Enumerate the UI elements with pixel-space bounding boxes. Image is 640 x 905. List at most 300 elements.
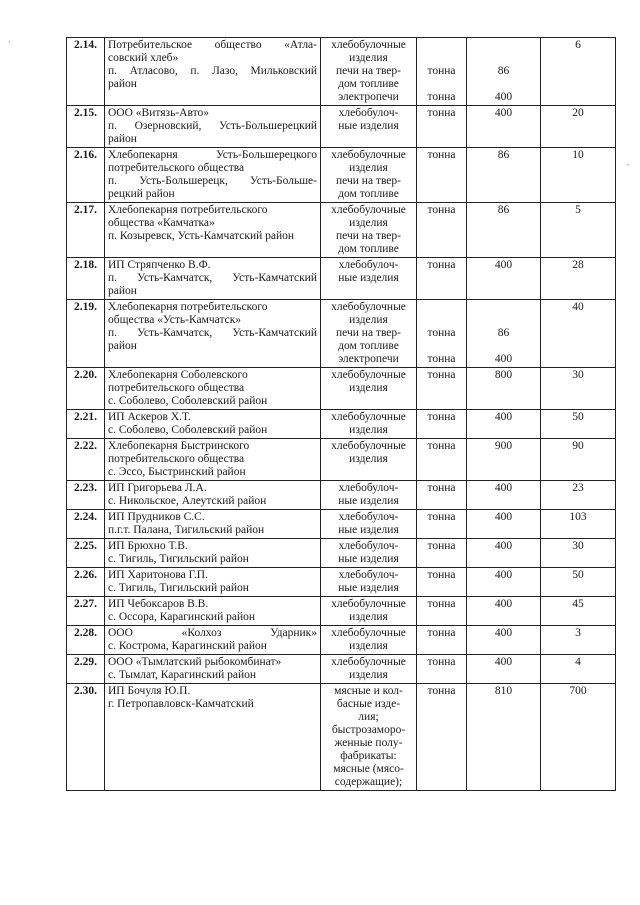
row-number xyxy=(67,368,105,410)
cell-text: ИП Харитонова Г.П. xyxy=(108,569,208,581)
product-cell xyxy=(321,410,417,439)
cell-text: тонна xyxy=(427,91,456,103)
cell-text: ные изделия xyxy=(338,524,399,536)
cell-text: Хлебопекарня потребительского xyxy=(108,204,268,216)
cell-text: ИП Чебоксаров В.В. xyxy=(108,598,209,610)
cell-text: с. Соболево, Соболевский район xyxy=(108,395,268,407)
capacity-cell xyxy=(467,655,541,684)
cell-text: 20 xyxy=(572,107,584,119)
cell-text: электропечи xyxy=(338,91,399,103)
unit-cell xyxy=(417,568,467,597)
product-cell xyxy=(321,510,417,539)
capacity-cell xyxy=(467,684,541,791)
capacity-cell xyxy=(467,410,541,439)
cell-text: изделия xyxy=(349,611,388,623)
cell-text: г. Петропавловск-Камчатский xyxy=(108,698,254,710)
cell-text: 6 xyxy=(575,39,581,51)
cell-text: хлебобулочные xyxy=(331,39,406,51)
cell-text: 90 xyxy=(572,440,584,452)
volume-cell xyxy=(541,510,616,539)
capacity-cell xyxy=(467,148,541,203)
table-row xyxy=(67,510,616,539)
product-cell xyxy=(321,439,417,481)
cell-text: ные изделия xyxy=(338,272,399,284)
cell-text xyxy=(420,301,463,314)
volume-cell xyxy=(541,481,616,510)
cell-text: хлебобулоч- xyxy=(338,511,399,523)
cell-text: хлебобулоч- xyxy=(338,259,399,271)
cell-text: с. Тигиль, Тигильский район xyxy=(108,582,249,594)
table-row xyxy=(67,300,616,368)
capacity-cell xyxy=(467,626,541,655)
row-number xyxy=(67,106,105,148)
capacity-cell xyxy=(467,539,541,568)
cell-text: потребительского общества xyxy=(108,382,245,394)
cell-text: 810 xyxy=(494,685,513,697)
cell-text: с. Соболево, Соболевский район xyxy=(108,424,268,436)
cell-text: 700 xyxy=(569,685,587,697)
cell-text: 900 xyxy=(494,440,513,452)
cell-text: совский хлеб» xyxy=(108,52,179,64)
table-body xyxy=(67,38,616,791)
capacity-cell xyxy=(467,203,541,258)
cell-text: тонна xyxy=(427,569,456,581)
cell-text: 86 xyxy=(497,65,510,77)
cell-text: ные изделия xyxy=(338,553,399,565)
cell-text: тонна xyxy=(427,511,456,523)
cell-text: тонна xyxy=(427,107,456,119)
cell-text: дом топливе xyxy=(338,78,399,90)
unit-cell xyxy=(417,655,467,684)
table-row xyxy=(67,258,616,300)
unit-cell xyxy=(417,481,467,510)
unit-cell xyxy=(417,439,467,481)
cell-text: п.г.т. Палана, Тигильский район xyxy=(108,524,265,536)
cell-text: 50 xyxy=(572,569,584,581)
cell-text: 2.15. xyxy=(74,107,97,119)
product-cell xyxy=(321,368,417,410)
volume-cell xyxy=(541,597,616,626)
cell-text xyxy=(420,52,463,65)
volume-cell xyxy=(541,148,616,203)
cell-text: 5 xyxy=(575,204,581,216)
table-row xyxy=(67,568,616,597)
cell-text: с. Тигиль, Тигильский район xyxy=(108,553,249,565)
cell-text: потребительского общества xyxy=(108,162,245,174)
cell-text: тонна xyxy=(427,369,456,381)
cell-text: хлебобулочные xyxy=(331,411,406,423)
organization-cell xyxy=(105,510,321,539)
unit-cell xyxy=(417,258,467,300)
cell-text: п. Козыревск, Усть-Камчатский район xyxy=(108,230,295,242)
cell-text: район xyxy=(108,340,137,352)
cell-text: тонна xyxy=(427,656,456,668)
row-number xyxy=(67,203,105,258)
cell-text: с. Эссо, Быстринский район xyxy=(108,466,246,478)
row-number xyxy=(67,539,105,568)
cell-text: хлебобулочные xyxy=(331,204,406,216)
organization-cell xyxy=(105,258,321,300)
cell-text: 4 xyxy=(575,656,581,668)
cell-text: мясные (мясо- xyxy=(333,763,404,775)
product-cell xyxy=(321,38,417,106)
cell-text: хлебобулочные xyxy=(331,627,406,639)
cell-text: басные изде- xyxy=(336,698,401,710)
unit-cell xyxy=(417,106,467,148)
cell-text: 2.23. xyxy=(74,482,97,494)
cell-text: Хлебопекарня Соболевского xyxy=(108,369,248,381)
cell-text: ИП Григорьева Л.А. xyxy=(108,482,207,494)
cell-text: ИП Аскеров Х.Т. xyxy=(108,411,191,423)
capacity-cell xyxy=(467,258,541,300)
table-row xyxy=(67,106,616,148)
cell-text: тонна xyxy=(427,482,456,494)
cell-text: потребительского общества xyxy=(108,453,245,465)
cell-text: тонна xyxy=(427,627,456,639)
unit-cell xyxy=(417,368,467,410)
cell-text: с. Никольское, Алеутский район xyxy=(108,495,267,507)
cell-text xyxy=(470,39,537,52)
organization-cell xyxy=(105,655,321,684)
cell-text: хлебобулочные xyxy=(331,440,406,452)
cell-text: 103 xyxy=(569,511,587,523)
cell-text: тонна xyxy=(427,327,456,339)
capacity-cell xyxy=(467,38,541,106)
cell-text: район xyxy=(108,78,137,90)
volume-cell xyxy=(541,626,616,655)
cell-text: 23 xyxy=(572,482,584,494)
row-number xyxy=(67,684,105,791)
unit-cell xyxy=(417,684,467,791)
cell-text xyxy=(470,340,537,353)
cell-text: фабрикаты: xyxy=(340,750,397,762)
cell-text: п. Усть-Камчатск, Усть-Камчатский xyxy=(108,327,317,339)
unit-cell xyxy=(417,539,467,568)
cell-text: Потребительское общество «Атла- xyxy=(108,39,317,51)
unit-cell xyxy=(417,626,467,655)
cell-text: 400 xyxy=(494,91,513,103)
cell-text: хлебобулочные xyxy=(331,656,406,668)
cell-text: 86 xyxy=(497,327,510,339)
cell-text: ные изделия xyxy=(338,120,399,132)
table-row xyxy=(67,368,616,410)
volume-cell xyxy=(541,300,616,368)
volume-cell xyxy=(541,368,616,410)
volume-cell xyxy=(541,203,616,258)
organization-cell xyxy=(105,439,321,481)
capacity-cell xyxy=(467,597,541,626)
cell-text: с. Оссора, Карагинский район xyxy=(108,611,256,623)
cell-text: 400 xyxy=(494,511,513,523)
cell-text: Хлебопекарня Быстринского xyxy=(108,440,250,452)
cell-text: 400 xyxy=(494,259,513,271)
cell-text: тонна xyxy=(427,411,456,423)
cell-text: тонна xyxy=(427,685,456,697)
organization-cell xyxy=(105,626,321,655)
row-number xyxy=(67,481,105,510)
cell-text: 45 xyxy=(572,598,584,610)
cell-text: 400 xyxy=(494,598,513,610)
cell-text: хлебобулочные xyxy=(331,149,406,161)
cell-text: 400 xyxy=(494,656,513,668)
cell-text: 400 xyxy=(494,569,513,581)
organization-cell xyxy=(105,148,321,203)
cell-text: хлебобулоч- xyxy=(338,107,399,119)
capacity-cell xyxy=(467,106,541,148)
volume-cell xyxy=(541,539,616,568)
cell-text: 400 xyxy=(494,353,513,365)
cell-text: 2.24. xyxy=(74,511,97,523)
cell-text xyxy=(470,78,537,91)
cell-text: содержащие); xyxy=(334,776,403,788)
organization-cell xyxy=(105,203,321,258)
product-cell xyxy=(321,148,417,203)
organization-cell xyxy=(105,410,321,439)
unit-cell xyxy=(417,203,467,258)
cell-text: общества «Камчатка» xyxy=(108,217,215,229)
cell-text: ИП Прудников С.С. xyxy=(108,511,205,523)
product-cell xyxy=(321,684,417,791)
unit-cell xyxy=(417,38,467,106)
cell-text: 2.27. xyxy=(74,598,97,610)
cell-text: дом топливе xyxy=(338,243,399,255)
row-number xyxy=(67,510,105,539)
unit-cell xyxy=(417,410,467,439)
cell-text: тонна xyxy=(427,149,456,161)
cell-text: район xyxy=(108,133,137,145)
cell-text: хлебобулоч- xyxy=(338,569,399,581)
table-row xyxy=(67,684,616,791)
unit-cell xyxy=(417,300,467,368)
cell-text xyxy=(470,314,537,327)
cell-text xyxy=(470,52,537,65)
cell-text: ИП Брюхно Т.В. xyxy=(108,540,188,552)
cell-text: п. Усть-Большерецк, Усть-Больше- xyxy=(108,175,317,187)
table-row xyxy=(67,626,616,655)
cell-text: женные полу- xyxy=(334,737,403,749)
product-cell xyxy=(321,300,417,368)
cell-text: изделия xyxy=(349,424,388,436)
cell-text: хлебобулочные xyxy=(331,598,406,610)
organization-cell xyxy=(105,684,321,791)
row-number xyxy=(67,597,105,626)
table-row xyxy=(67,597,616,626)
volume-cell xyxy=(541,258,616,300)
capacity-cell xyxy=(467,300,541,368)
product-cell xyxy=(321,203,417,258)
cell-text: район xyxy=(108,285,137,297)
cell-text: ные изделия xyxy=(338,582,399,594)
cell-text: 40 xyxy=(572,301,584,313)
capacity-cell xyxy=(467,510,541,539)
cell-text: тонна xyxy=(427,353,456,365)
product-cell xyxy=(321,258,417,300)
cell-text: 50 xyxy=(572,411,584,423)
cell-text: ные изделия xyxy=(338,495,399,507)
cell-text: изделия xyxy=(349,669,388,681)
cell-text: изделия xyxy=(349,382,388,394)
cell-text: тонна xyxy=(427,204,456,216)
cell-text: изделия xyxy=(349,453,388,465)
table-row xyxy=(67,148,616,203)
cell-text: п. Усть-Камчатск, Усть-Камчатский xyxy=(108,272,317,284)
product-cell xyxy=(321,626,417,655)
organization-cell xyxy=(105,300,321,368)
cell-text xyxy=(420,39,463,52)
cell-text: 2.14. xyxy=(74,39,97,51)
row-number xyxy=(67,655,105,684)
volume-cell xyxy=(541,38,616,106)
row-number xyxy=(67,410,105,439)
table-row xyxy=(67,539,616,568)
organization-cell xyxy=(105,368,321,410)
cell-text: дом топливе xyxy=(338,340,399,352)
cell-text: рецкий район xyxy=(108,188,175,200)
cell-text: изделия xyxy=(349,217,388,229)
table-row xyxy=(67,203,616,258)
scan-dot: · xyxy=(8,38,11,48)
cell-text: Хлебопекарня Усть-Большерецкого xyxy=(108,149,317,161)
cell-text: лия; xyxy=(358,711,379,723)
table-row xyxy=(67,410,616,439)
cell-text: 2.26. xyxy=(74,569,97,581)
cell-text xyxy=(420,340,463,353)
cell-text: хлебобулочные xyxy=(331,301,406,313)
cell-text: 400 xyxy=(494,540,513,552)
cell-text: изделия xyxy=(349,52,388,64)
cell-text: 2.30. xyxy=(74,685,97,697)
cell-text: 30 xyxy=(572,540,584,552)
volume-cell xyxy=(541,655,616,684)
table-row xyxy=(67,439,616,481)
cell-text xyxy=(420,314,463,327)
cell-text: 2.21. xyxy=(74,411,97,423)
row-number xyxy=(67,148,105,203)
cell-text: 2.17. xyxy=(74,204,97,216)
cell-text: 2.25. xyxy=(74,540,97,552)
capacity-cell xyxy=(467,439,541,481)
cell-text: ИП Стряпченко В.Ф. xyxy=(108,259,211,271)
cell-text: с. Кострома, Карагинский район xyxy=(108,640,267,652)
cell-text: печи на твер- xyxy=(336,175,401,187)
row-number xyxy=(67,568,105,597)
unit-cell xyxy=(417,597,467,626)
volume-cell xyxy=(541,410,616,439)
volume-cell xyxy=(541,568,616,597)
cell-text: ООО «Колхоз Ударник» xyxy=(108,627,317,639)
cell-text: 86 xyxy=(497,204,510,216)
cell-text: тонна xyxy=(427,598,456,610)
volume-cell xyxy=(541,106,616,148)
cell-text: тонна xyxy=(427,259,456,271)
cell-text: 30 xyxy=(572,369,584,381)
cell-text: с. Тымлат, Карагинский район xyxy=(108,669,257,681)
organization-cell xyxy=(105,38,321,106)
cell-text: печи на твер- xyxy=(336,327,401,339)
row-number xyxy=(67,300,105,368)
row-number xyxy=(67,626,105,655)
organization-cell xyxy=(105,597,321,626)
cell-text: 2.29. xyxy=(74,656,97,668)
cell-text: тонна xyxy=(427,440,456,452)
cell-text: 3 xyxy=(575,627,581,639)
scan-dot: - xyxy=(626,160,630,170)
table-row xyxy=(67,38,616,106)
cell-text: 2.20. xyxy=(74,369,97,381)
cell-text: тонна xyxy=(427,540,456,552)
cell-text: 2.16. xyxy=(74,149,97,161)
cell-text: изделия xyxy=(349,162,388,174)
unit-cell xyxy=(417,148,467,203)
cell-text xyxy=(420,78,463,91)
cell-text: печи на твер- xyxy=(336,230,401,242)
volume-cell xyxy=(541,684,616,791)
table-row xyxy=(67,481,616,510)
cell-text: Хлебопекарня потребительского xyxy=(108,301,268,313)
cell-text: п. Озерновский, Усть-Большерецкий xyxy=(108,120,317,132)
cell-text: быстрозаморо- xyxy=(331,724,406,736)
cell-text: изделия xyxy=(349,314,388,326)
organization-cell xyxy=(105,106,321,148)
cell-text: 10 xyxy=(572,149,584,161)
cell-text: ООО «Тымлатский рыбокомбинат» xyxy=(108,656,282,668)
cell-text: п. Атласово, п. Лазо, Мильковский xyxy=(108,65,317,77)
cell-text: мясные и кол- xyxy=(334,685,403,697)
capacity-cell xyxy=(467,481,541,510)
cell-text: электропечи xyxy=(338,353,399,365)
cell-text: 86 xyxy=(497,149,510,161)
cell-text: изделия xyxy=(349,640,388,652)
cell-text: тонна xyxy=(427,65,456,77)
cell-text: 800 xyxy=(494,369,513,381)
unit-cell xyxy=(417,510,467,539)
organization-cell xyxy=(105,539,321,568)
cell-text: хлебобулоч- xyxy=(338,482,399,494)
cell-text: 2.28. xyxy=(74,627,97,639)
product-cell xyxy=(321,539,417,568)
product-cell xyxy=(321,568,417,597)
row-number xyxy=(67,38,105,106)
product-cell xyxy=(321,106,417,148)
enterprise-table xyxy=(66,37,616,791)
cell-text: 2.19. xyxy=(74,301,97,313)
cell-text: ООО «Витязь-Авто» xyxy=(108,107,209,119)
volume-cell xyxy=(541,439,616,481)
cell-text: 400 xyxy=(494,107,513,119)
capacity-cell xyxy=(467,568,541,597)
cell-text: хлебобулочные xyxy=(331,369,406,381)
cell-text: дом топливе xyxy=(338,188,399,200)
row-number xyxy=(67,258,105,300)
row-number xyxy=(67,439,105,481)
cell-text: хлебобулоч- xyxy=(338,540,399,552)
cell-text xyxy=(470,301,537,314)
capacity-cell xyxy=(467,368,541,410)
organization-cell xyxy=(105,568,321,597)
product-cell xyxy=(321,655,417,684)
cell-text: 2.18. xyxy=(74,259,97,271)
product-cell xyxy=(321,597,417,626)
cell-text: 400 xyxy=(494,627,513,639)
cell-text: печи на твер- xyxy=(336,65,401,77)
cell-text: общества «Усть-Камчатск» xyxy=(108,314,242,326)
cell-text: 400 xyxy=(494,482,513,494)
table-row xyxy=(67,655,616,684)
product-cell xyxy=(321,481,417,510)
cell-text: ИП Бочуля Ю.П. xyxy=(108,685,191,697)
organization-cell xyxy=(105,481,321,510)
cell-text: 400 xyxy=(494,411,513,423)
